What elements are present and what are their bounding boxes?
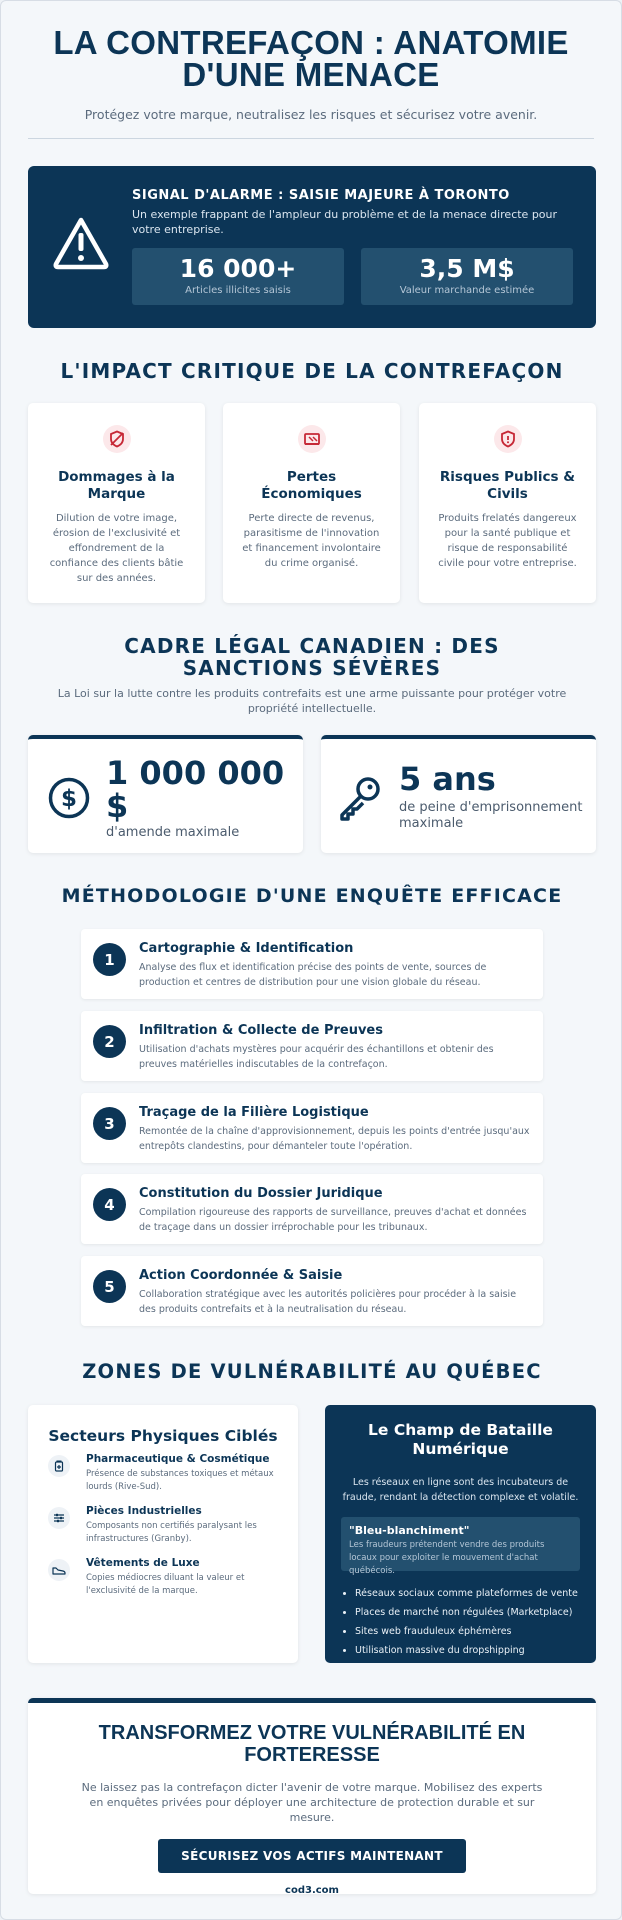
step-number: 2 — [93, 1025, 126, 1058]
sector-text: Copies médiocres diluant la valeur et l'exclusivité de la marque. — [86, 1573, 245, 1596]
step-number: 3 — [93, 1107, 126, 1140]
step-text: Utilisation d'achats mystères pour acquérir des échantillons et obtenir des preuves matérielles indiscutables de la contrefaçon. — [139, 1044, 494, 1070]
sector-text: Présence de substances toxiques et métaux lourds (Rive-Sud). — [86, 1469, 274, 1492]
cta-card — [28, 1698, 596, 1894]
list-item: • Places de marché non régulées (Marketplace) — [355, 1603, 596, 1622]
step-text: Compilation rigoureuse des rapports de surveillance, preuves d'achat et données de traçage dans un dossier irréprochable pour les tribunaux. — [139, 1207, 527, 1233]
alert-title: SIGNAL D'ALARME : SAISIE MAJEURE À TORONTO — [132, 188, 510, 203]
method-step — [81, 1093, 543, 1163]
impact-card-brand — [28, 403, 205, 603]
list-item: • Sites web frauduleux éphémères — [355, 1622, 596, 1641]
method-section-title: MÉTHODOLOGIE D'UNE ENQUÊTE EFFICACE — [61, 885, 563, 907]
fine-caption: d'amende maximale — [106, 825, 240, 840]
stat-label: Articles illicites saisis — [185, 285, 291, 296]
digital-threat-list — [355, 1584, 596, 1660]
step-text: Remontée de la chaîne d'approvisionnement, depuis les points d'entrée jusqu'aux entrepôts clandestins, pour démanteler toute l'opération. — [139, 1126, 530, 1152]
step-title: Constitution du Dossier Juridique — [139, 1186, 383, 1201]
step-text: Collaboration stratégique avec les autorités policières pour procéder à la saisie des produits contrefaits et à la neutralisation du réseau. — [139, 1289, 517, 1315]
legal-section-title: CADRE LÉGAL CANADIEN : DES SANCTIONS SÉVÈRES — [124, 634, 500, 680]
shield-off-icon — [103, 425, 131, 453]
sliders-icon — [48, 1507, 70, 1529]
impact-card-economic — [223, 403, 400, 603]
method-step — [81, 929, 543, 999]
impact-section-title: L'IMPACT CRITIQUE DE LA CONTREFAÇON — [60, 359, 564, 383]
legal-subtitle: La Loi sur la lutte contre les produits contrefaits est une arme puissante pour protéger votre propriété intellectuelle. — [57, 687, 567, 715]
alert-description: Un exemple frappant de l'ampleur du problème et de la menace directe pour votre entreprise. — [132, 208, 558, 236]
step-number: 4 — [93, 1188, 126, 1221]
stat-articles — [132, 248, 344, 305]
legal-card-prison — [321, 735, 596, 853]
stat-value: 16 000+ — [179, 254, 297, 283]
stat-label: Valeur marchande estimée — [399, 285, 535, 296]
callout-title: "Bleu-blanchiment" — [349, 1524, 470, 1537]
legal-card-fine — [28, 735, 303, 853]
step-title: Cartographie & Identification — [139, 941, 354, 956]
method-step — [81, 1011, 543, 1081]
stat-value: 3,5 M$ — [419, 254, 515, 283]
prison-caption: de peine d'emprisonnement maximale — [399, 800, 583, 831]
step-text: Analyse des flux et identification précise des points de vente, sources de production et centres de distribution pour une vision globale du réseau. — [139, 962, 487, 988]
dollar-icon — [48, 777, 90, 819]
digital-text: Les réseaux en ligne sont des incubateurs de fraude, rendant la détection complexe et volatile. — [342, 1477, 579, 1503]
impact-card-title: Pertes Économiques — [261, 469, 362, 502]
step-title: Traçage de la Filière Logistique — [139, 1105, 369, 1120]
blue-washing-callout — [341, 1517, 580, 1576]
physical-sectors-title: Secteurs Physiques Ciblés — [48, 1427, 278, 1445]
impact-card-text: Produits frelatés dangereux pour la santé publique et risque de responsabilité civile pour votre entreprise. — [438, 513, 577, 569]
svg-text:$: $ — [60, 786, 78, 812]
impact-card-text: Dilution de votre image, érosion de l'exclusivité et effondrement de la confiance des clients bâtie sur des années. — [49, 513, 184, 584]
page-title: LA CONTREFAÇON : ANATOMIE D'UNE MENACE — [53, 24, 569, 93]
method-step — [81, 1256, 543, 1326]
money-loss-icon — [298, 425, 326, 453]
stat-value-estimate — [361, 248, 573, 305]
secure-assets-button[interactable]: SÉCURISEZ VOS ACTIFS MAINTENANT — [158, 1839, 466, 1873]
impact-card-public-risk — [419, 403, 596, 603]
sector-title: Vêtements de Luxe — [86, 1557, 200, 1569]
step-number: 1 — [93, 943, 126, 976]
impact-card-title: Dommages à la Marque — [58, 469, 175, 502]
cta-text: Ne laissez pas la contrefaçon dicter l'avenir de votre marque. Mobilisez des experts en enquêtes privées pour déployer une architecture de protection durable et sur mesure. — [81, 1781, 543, 1824]
physical-sectors-card — [28, 1405, 298, 1663]
alert-banner — [28, 166, 596, 328]
step-title: Action Coordonnée & Saisie — [139, 1268, 343, 1283]
step-number: 5 — [93, 1270, 126, 1303]
header-divider — [28, 138, 594, 139]
impact-card-text: Perte directe de revenus, parasitisme de l'innovation et financement involontaire du crime organisé. — [242, 513, 381, 569]
header — [1, 1, 621, 139]
list-item: • Utilisation massive du dropshipping — [355, 1641, 596, 1660]
sector-title: Pièces Industrielles — [86, 1505, 202, 1517]
prison-value: 5 ans — [399, 760, 496, 798]
digital-title: Le Champ de Bataille Numérique — [368, 1421, 553, 1458]
zones-section-title: ZONES DE VULNÉRABILITÉ AU QUÉBEC — [82, 1360, 542, 1383]
cta-title: TRANSFORMEZ VOTRE VULNÉRABILITÉ EN FORTERESSE — [98, 1722, 526, 1766]
warning-icon — [52, 216, 110, 270]
page-subtitle: Protégez votre marque, neutralisez les risques et sécurisez votre avenir. — [84, 107, 538, 122]
sector-text: Composants non certifiés paralysant les infrastructures (Granby). — [86, 1521, 257, 1544]
digital-battlefield-card — [325, 1405, 596, 1663]
website-link[interactable]: cod3.com — [285, 1885, 339, 1896]
pharmacy-icon — [48, 1455, 70, 1477]
callout-text: Les fraudeurs prétendent vendre des produits locaux pour exploiter le mouvement d'achat québécois. — [349, 1540, 545, 1576]
danger-shield-icon — [494, 425, 522, 453]
method-step — [81, 1174, 543, 1244]
shoe-icon — [48, 1559, 70, 1581]
list-item: • Réseaux sociaux comme plateformes de vente — [355, 1584, 596, 1603]
step-title: Infiltration & Collecte de Preuves — [139, 1023, 383, 1038]
sector-title: Pharmaceutique & Cosmétique — [86, 1453, 270, 1465]
key-icon — [337, 775, 383, 821]
fine-value: 1 000 000 $ — [106, 754, 285, 825]
impact-card-title: Risques Publics & Civils — [439, 469, 576, 502]
